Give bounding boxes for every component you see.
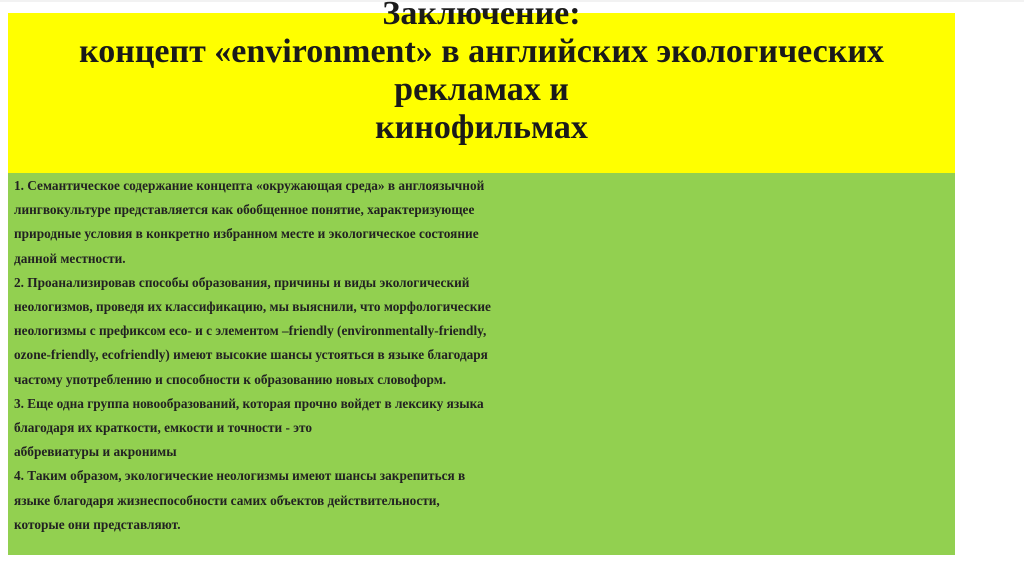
body-line: благодаря их краткости, емкости и точности - это <box>14 420 312 436</box>
body-line: ozone-friendly, ecofriendly) имеют высокие шансы устояться в языке благодаря <box>14 347 488 363</box>
title-line: рекламах и <box>394 71 569 108</box>
title-line: концепт «environment» в английских экологических <box>79 33 884 70</box>
body-line: неологизмы с префиксом eco- и с элементом –friendly (environmentally-friendly, <box>14 323 487 339</box>
body-line: частому употреблению и способности к образованию новых словоформ. <box>14 371 447 387</box>
body-line: аббревиатуры и акронимы <box>14 444 177 460</box>
body-line: которые они представляют. <box>14 516 181 532</box>
body-line: данной местности. <box>14 250 126 266</box>
body-band <box>8 173 955 555</box>
title-line: кинофильмах <box>375 109 588 146</box>
body-line: 2. Проанализировав способы образования, причины и виды экологический <box>14 274 470 290</box>
body-line: лингвокультуре представляется как обобщенное понятие, характеризующее <box>14 202 475 218</box>
body-line: 1. Семантическое содержание концепта «окружающая среда» в англоязычной <box>14 178 485 193</box>
title-band <box>8 0 955 173</box>
body-line: неологизмов, проведя их классификацию, мы выяснили, что морфологические <box>14 299 491 315</box>
body-line: природные условия в конкретно избранном месте и экологическое состояние <box>14 226 479 242</box>
body-line: языке благодаря жизнеспособности самих объектов действительности, <box>14 492 440 508</box>
slide-title <box>8 0 955 147</box>
body-line: 4. Таким образом, экологические неологизмы имеют шансы закрепиться в <box>14 468 466 484</box>
body-line: 3. Еще одна группа новообразований, которая прочно войдет в лексику языка <box>14 395 484 411</box>
title-line: Заключение: <box>382 0 581 32</box>
conclusion-text <box>14 174 634 537</box>
